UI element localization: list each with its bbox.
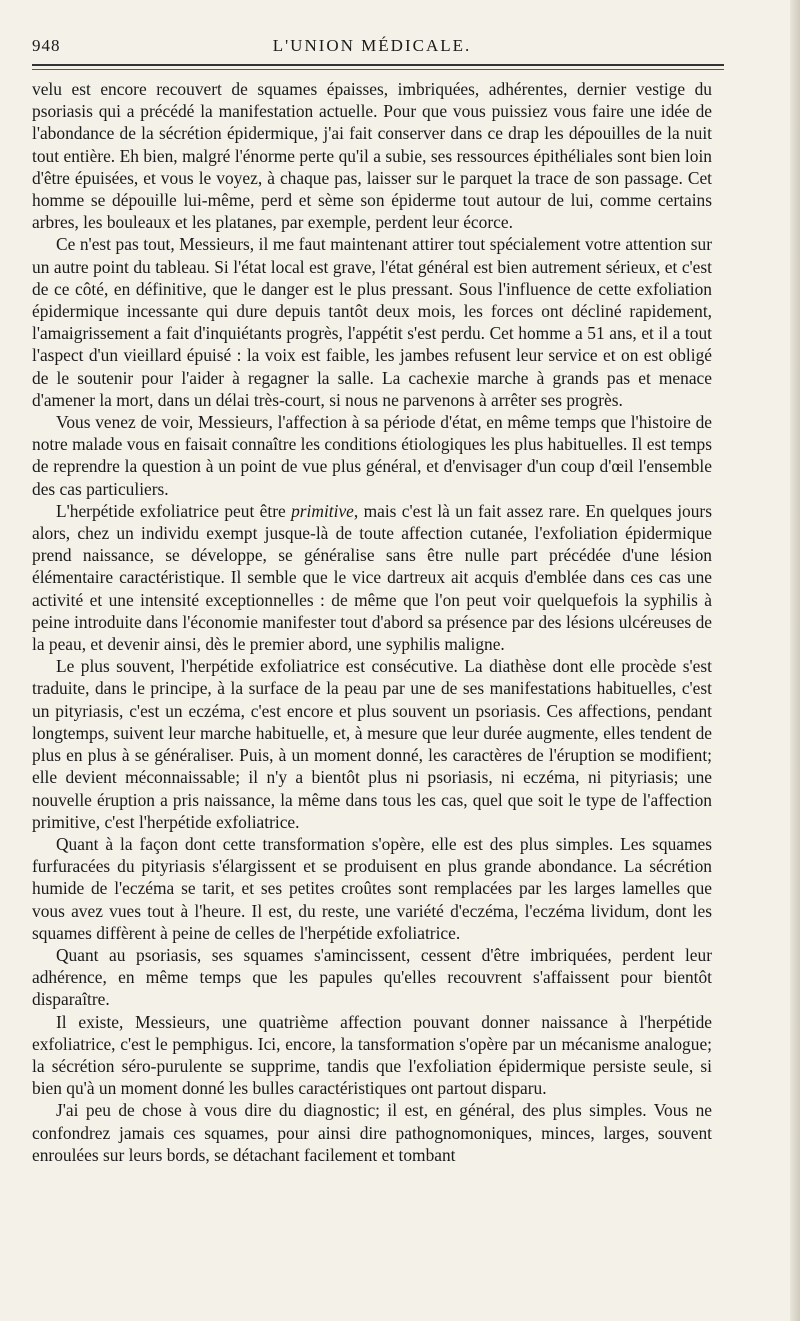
primitive-emphasis: primitive	[291, 500, 354, 521]
paragraph-primitive	[32, 500, 712, 655]
journal-title: L'UNION MÉDICALE.	[272, 36, 472, 55]
primitive-text-after: , mais c'est là un fait assez rare. En quelques jours alors, chez un individu exempt jusque-là de toute affection cutanée, l'exfoliation épidermique prend naissance, se développe, se généralise sans être nulle part précédée d'une lésion élémentaire caractéristique. Il semble que le vice dartreux ait acquis d'emblée dans ces cas une activité et une intensité exceptionnelles : de même que l'on peut voir quelquefois la syphilis à peine introduite dans l'économie manifester tout d'abord sa présence par des lésions ulcéreuses de la peau, et devenir ainsi, dès le premier abord, une syphilis maligne.	[32, 500, 712, 655]
paragraph-pemphigus: Il existe, Messieurs, une quatrième affection pouvant donner naissance à l'herpétide exfoliatrice, c'est le pemphigus. Ici, encore, la tansformation s'opère par un mécanisme analogue; la sécrétion séro-purulente se supprime, tandis que l'exfoliation épidermique persiste seule, si bien qu'à un moment donné les bulles caractéristiques ont partout disparu.	[32, 1011, 712, 1099]
header-rule	[32, 64, 724, 66]
body-text	[32, 78, 712, 1166]
running-header	[32, 34, 712, 60]
paragraph-etat-general: Ce n'est pas tout, Messieurs, il me faut maintenant attirer tout spécialement votre attention sur un autre point du tableau. Si l'état local est grave, l'état général est bien autrement sérieux, et c'est de ce côté, en définitive, que le danger est le plus pressant. Sous l'influence de cette exfoliation épidermique incessante qui dure depuis tantôt deux mois, les forces ont décliné rapidement, l'amaigrissement a fait d'inquiétants progrès, l'appétit s'est perdu. Cet homme a 51 ans, et il a tout l'aspect d'un vieillard épuisé : la voix est faible, les jambes refusent leur service et on est obligé de le soutenir pour l'aider à regagner la salle. La cachexie marche à grands pas et menace d'amener la mort, dans un délai très-court, si nous ne parvenons à arrêter ses progrès.	[32, 234, 712, 410]
page-number: 948	[32, 36, 61, 55]
header-rule-thin	[32, 69, 724, 70]
page-edge-shadow	[790, 0, 800, 1321]
paragraph-continued: velu est encore recouvert de squames épaisses, imbriquées, adhérentes, dernier vestige du psoriasis qui a précédé la manifestation actuelle. Pour que vous puissiez vous faire une idée de l'abondance de la sécrétion épidermique, j'ai fait conserver dans ce drap les dépouilles de la nuit tout entière. Eh bien, malgré l'énorme perte qu'il a subie, ses ressources épithéliales sont bien loin d'être épuisées, et vous le voyez, à chaque pas, laisser sur le parquet la trace de son passage. Cet homme se dépouille lui-même, perd et sème son épiderme tout autour de lui, comme certains arbres, les bouleaux et les platanes, par exemple, perdent leur écorce.	[32, 79, 712, 233]
paragraph-diagnostic: J'ai peu de chose à vous dire du diagnostic; il est, en général, des plus simples. Vous ne confondrez jamais ces squames, pour ainsi dire pathognomoniques, minces, larges, souvent enroulées sur leurs bords, se détachant facilement et tombant	[32, 1100, 712, 1165]
paragraph-consecutive: Le plus souvent, l'herpétide exfoliatrice est consécutive. La diathèse dont elle procède s'est traduite, dans le principe, à la surface de la peau par une de ses manifestations habituelles, c'est un pityriasis, c'est un eczéma, c'est encore et plus souvent un psoriasis. Ces affections, pendant longtemps, suivent leur marche habituelle, et, à mesure que leur durée augmente, elles tendent de plus en plus à se généraliser. Puis, à un moment donné, les caractères de l'éruption se modifient; elle devient méconnaissable; il n'y a bientôt plus ni psoriasis, ni eczéma, ni pityriasis; une nouvelle éruption a pris naissance, la même dans tous les cas, quel que soit le type de l'affection primitive, c'est l'herpétide exfoliatrice.	[32, 656, 712, 832]
primitive-text-before: L'herpétide exfoliatrice peut être	[56, 500, 292, 521]
paragraph-periode-etat: Vous venez de voir, Messieurs, l'affection à sa période d'état, en même temps que l'histoire de notre malade vous en faisait connaître les conditions étiologiques les plus habituelles. Il est temps de reprendre la question à un point de vue plus général, et d'envisager d'un coup d'œil l'ensemble des cas particuliers.	[32, 412, 712, 499]
paragraph-transformation: Quant à la façon dont cette transformation s'opère, elle est des plus simples. Les squames furfuracées du pityriasis s'élargissent et se produisent en plus grande abondance. La sécrétion humide de l'eczéma se tarit, et ses petites croûtes sont remplacées par les larges lamelles que vous avez vues tout à l'heure. Il est, du reste, une variété d'eczéma, l'eczéma lividum, dont les squames diffèrent à peine de celles de l'herpétide exfoliatrice.	[32, 833, 712, 943]
paragraph-psoriasis: Quant au psoriasis, ses squames s'amincissent, cessent d'être imbriquées, perdent leur adhérence, en même temps que les papules qu'elles recouvrent s'affaissent pour bientôt disparaître.	[32, 944, 712, 1010]
